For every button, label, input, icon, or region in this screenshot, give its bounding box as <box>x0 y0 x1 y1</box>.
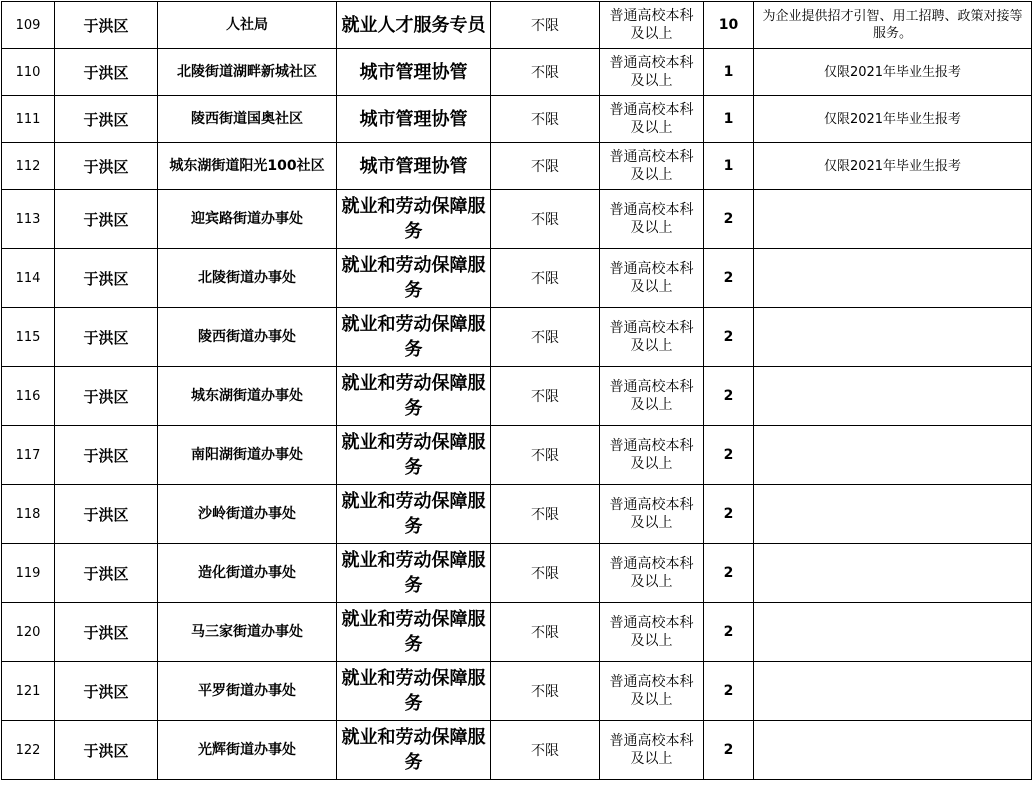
count-cell: 1 <box>704 96 754 143</box>
table-row <box>2 190 1032 249</box>
unit-cell: 人社局 <box>158 2 337 49</box>
note-cell <box>754 485 1032 544</box>
major-cell: 不限 <box>491 367 600 426</box>
district-cell: 于洪区 <box>55 249 158 308</box>
row-number: 110 <box>2 49 55 96</box>
unit-cell: 陵西街道国奥社区 <box>158 96 337 143</box>
education-cell: 普通高校本科及以上 <box>600 143 704 190</box>
district-cell: 于洪区 <box>55 426 158 485</box>
count-cell: 2 <box>704 721 754 780</box>
row-number: 114 <box>2 249 55 308</box>
note-cell: 为企业提供招才引智、用工招聘、政策对接等服务。 <box>754 2 1032 49</box>
major-cell: 不限 <box>491 662 600 721</box>
table-row <box>2 96 1032 143</box>
table-row <box>2 426 1032 485</box>
row-number: 118 <box>2 485 55 544</box>
major-cell: 不限 <box>491 190 600 249</box>
education-cell: 普通高校本科及以上 <box>600 249 704 308</box>
table-row <box>2 367 1032 426</box>
major-cell: 不限 <box>491 249 600 308</box>
row-number: 120 <box>2 603 55 662</box>
row-number: 119 <box>2 544 55 603</box>
district-cell: 于洪区 <box>55 190 158 249</box>
note-cell <box>754 367 1032 426</box>
row-number: 122 <box>2 721 55 780</box>
count-cell: 1 <box>704 143 754 190</box>
row-number: 113 <box>2 190 55 249</box>
district-cell: 于洪区 <box>55 308 158 367</box>
unit-cell: 光辉街道办事处 <box>158 721 337 780</box>
table-row <box>2 544 1032 603</box>
table-row <box>2 485 1032 544</box>
note-cell <box>754 721 1032 780</box>
education-cell: 普通高校本科及以上 <box>600 662 704 721</box>
unit-cell: 南阳湖街道办事处 <box>158 426 337 485</box>
note-cell <box>754 308 1032 367</box>
count-cell: 10 <box>704 2 754 49</box>
note-cell <box>754 426 1032 485</box>
major-cell: 不限 <box>491 603 600 662</box>
row-number: 117 <box>2 426 55 485</box>
district-cell: 于洪区 <box>55 49 158 96</box>
education-cell: 普通高校本科及以上 <box>600 485 704 544</box>
district-cell: 于洪区 <box>55 367 158 426</box>
unit-cell: 城东湖街道阳光100社区 <box>158 143 337 190</box>
table-row <box>2 143 1032 190</box>
note-cell: 仅限2021年毕业生报考 <box>754 143 1032 190</box>
table-row <box>2 49 1032 96</box>
unit-cell: 城东湖街道办事处 <box>158 367 337 426</box>
education-cell: 普通高校本科及以上 <box>600 308 704 367</box>
count-cell: 2 <box>704 603 754 662</box>
unit-cell: 北陵街道办事处 <box>158 249 337 308</box>
post-cell: 就业和劳动保障服务 <box>337 308 491 367</box>
post-cell: 城市管理协管 <box>337 96 491 143</box>
post-cell: 就业和劳动保障服务 <box>337 603 491 662</box>
major-cell: 不限 <box>491 2 600 49</box>
row-number: 109 <box>2 2 55 49</box>
education-cell: 普通高校本科及以上 <box>600 49 704 96</box>
count-cell: 2 <box>704 662 754 721</box>
district-cell: 于洪区 <box>55 2 158 49</box>
major-cell: 不限 <box>491 143 600 190</box>
post-cell: 就业和劳动保障服务 <box>337 721 491 780</box>
note-cell: 仅限2021年毕业生报考 <box>754 96 1032 143</box>
education-cell: 普通高校本科及以上 <box>600 426 704 485</box>
education-cell: 普通高校本科及以上 <box>600 544 704 603</box>
table-row <box>2 249 1032 308</box>
table-row <box>2 721 1032 780</box>
district-cell: 于洪区 <box>55 662 158 721</box>
note-cell <box>754 190 1032 249</box>
table-row <box>2 603 1032 662</box>
post-cell: 就业和劳动保障服务 <box>337 426 491 485</box>
note-cell <box>754 249 1032 308</box>
post-cell: 就业和劳动保障服务 <box>337 485 491 544</box>
education-cell: 普通高校本科及以上 <box>600 2 704 49</box>
row-number: 115 <box>2 308 55 367</box>
row-number: 112 <box>2 143 55 190</box>
count-cell: 2 <box>704 367 754 426</box>
district-cell: 于洪区 <box>55 721 158 780</box>
education-cell: 普通高校本科及以上 <box>600 603 704 662</box>
education-cell: 普通高校本科及以上 <box>600 367 704 426</box>
count-cell: 2 <box>704 426 754 485</box>
district-cell: 于洪区 <box>55 485 158 544</box>
major-cell: 不限 <box>491 96 600 143</box>
note-cell <box>754 603 1032 662</box>
post-cell: 就业和劳动保障服务 <box>337 544 491 603</box>
district-cell: 于洪区 <box>55 603 158 662</box>
recruitment-table <box>1 1 1032 780</box>
education-cell: 普通高校本科及以上 <box>600 721 704 780</box>
major-cell: 不限 <box>491 721 600 780</box>
unit-cell: 沙岭街道办事处 <box>158 485 337 544</box>
post-cell: 城市管理协管 <box>337 143 491 190</box>
note-cell <box>754 662 1032 721</box>
district-cell: 于洪区 <box>55 143 158 190</box>
note-cell: 仅限2021年毕业生报考 <box>754 49 1032 96</box>
education-cell: 普通高校本科及以上 <box>600 96 704 143</box>
education-cell: 普通高校本科及以上 <box>600 190 704 249</box>
count-cell: 2 <box>704 544 754 603</box>
unit-cell: 北陵街道湖畔新城社区 <box>158 49 337 96</box>
unit-cell: 平罗街道办事处 <box>158 662 337 721</box>
table-row <box>2 662 1032 721</box>
major-cell: 不限 <box>491 426 600 485</box>
post-cell: 就业和劳动保障服务 <box>337 662 491 721</box>
count-cell: 2 <box>704 249 754 308</box>
unit-cell: 马三家街道办事处 <box>158 603 337 662</box>
post-cell: 就业人才服务专员 <box>337 2 491 49</box>
count-cell: 2 <box>704 190 754 249</box>
count-cell: 2 <box>704 308 754 367</box>
row-number: 111 <box>2 96 55 143</box>
post-cell: 就业和劳动保障服务 <box>337 190 491 249</box>
district-cell: 于洪区 <box>55 544 158 603</box>
row-number: 116 <box>2 367 55 426</box>
unit-cell: 造化街道办事处 <box>158 544 337 603</box>
post-cell: 就业和劳动保障服务 <box>337 367 491 426</box>
count-cell: 1 <box>704 49 754 96</box>
unit-cell: 迎宾路街道办事处 <box>158 190 337 249</box>
post-cell: 城市管理协管 <box>337 49 491 96</box>
table-row <box>2 2 1032 49</box>
post-cell: 就业和劳动保障服务 <box>337 249 491 308</box>
note-cell <box>754 544 1032 603</box>
unit-cell: 陵西街道办事处 <box>158 308 337 367</box>
major-cell: 不限 <box>491 544 600 603</box>
row-number: 121 <box>2 662 55 721</box>
major-cell: 不限 <box>491 485 600 544</box>
district-cell: 于洪区 <box>55 96 158 143</box>
table-row <box>2 308 1032 367</box>
major-cell: 不限 <box>491 308 600 367</box>
major-cell: 不限 <box>491 49 600 96</box>
count-cell: 2 <box>704 485 754 544</box>
